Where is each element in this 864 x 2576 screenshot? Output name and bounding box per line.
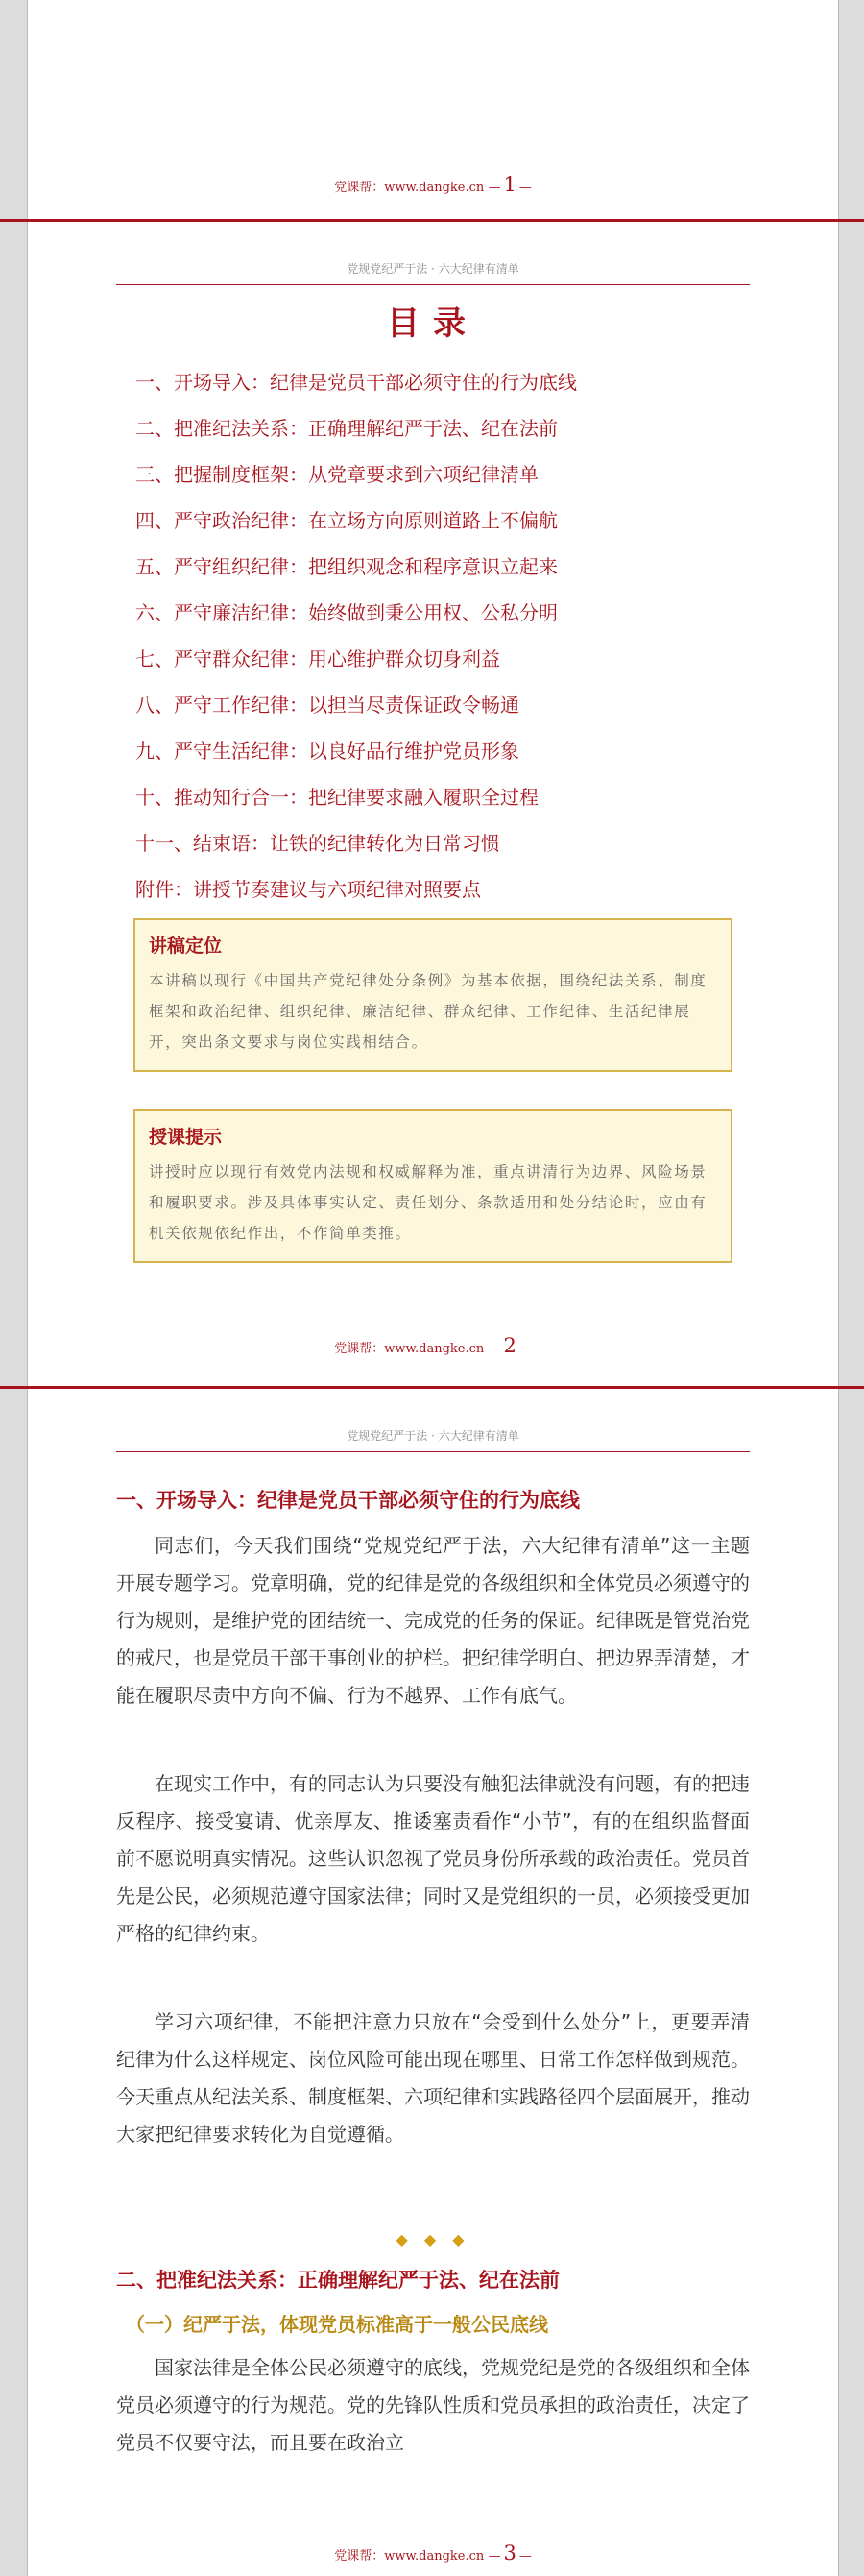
footer-dash: — <box>488 1342 501 1356</box>
running-header: 党规党纪严于法 · 六大纪律有清单 <box>347 262 519 276</box>
footer-dash: — <box>518 2549 532 2564</box>
page-number: 1 <box>503 173 516 196</box>
header-rule <box>116 284 750 285</box>
toc-item[interactable]: 六、严守廉洁纪律：始终做到秉公用权、公私分明 <box>135 601 558 624</box>
footer-dash: — <box>488 181 501 195</box>
running-header: 党规党纪严于法 · 六大纪律有清单 <box>347 1429 519 1443</box>
subsection-heading: （一）纪严于法，体现党员标准高于一般公民底线 <box>126 2313 548 2336</box>
page-number: 3 <box>503 2541 516 2564</box>
body-paragraph: 在现实工作中，有的同志认为只要没有触犯法律就没有问题，有的把违反程序、接受宴请、优亲厚友、推诿塞责看作“小节”，有的在组织监督面前不愿说明真实情况。这些认识忽视了党员身份所承载的政治责任。党员首先是公民，必须规范遵守国家法律；同时又是党组织的一员，必须接受更加严格的纪律约束。 <box>116 1772 750 1945</box>
section-divider: ◆ ◆ ◆ <box>396 2230 470 2248</box>
page-2 <box>27 222 839 1386</box>
box-text: 讲授时应以现行有效党内法规和权威解释为准，重点讲清行为边界、风险场景和履职要求。涉及具体事实认定、责任划分、条款适用和处分结论时，应由有机关依规依纪作出，不作简单类推。 <box>149 1163 708 1242</box>
box-text: 本讲稿以现行《中国共产党纪律处分条例》为基本依据，围绕纪法关系、制度框架和政治纪律、组织纪律、廉洁纪律、群众纪律、工作纪律、生活纪律展开，突出条文要求与岗位实践相结合。 <box>149 972 708 1051</box>
section-heading: 二、把准纪法关系：正确理解纪严于法、纪在法前 <box>116 2269 560 2292</box>
toc-item[interactable]: 二、把准纪法关系：正确理解纪严于法、纪在法前 <box>135 417 558 440</box>
toc-title: 目录 <box>387 304 479 343</box>
body-paragraph: 同志们，今天我们围绕“党规党纪严于法，六大纪律有清单”这一主题开展专题学习。党章明确，党的纪律是党的各级组织和全体党员必须遵守的行为规则，是维护党的团结统一、完成党的任务的保证。纪律既是管党治党的戒尺，也是党员干部干事创业的护栏。把纪律学明白、把边界弄清楚，才能在履职尽责中方向不偏、行为不越界、工作有底气。 <box>116 1534 750 1707</box>
box-title: 授课提示 <box>149 1127 223 1148</box>
toc-item[interactable]: 七、严守群众纪律：用心维护群众切身利益 <box>135 647 500 670</box>
page-footer <box>28 2541 838 2564</box>
toc-item[interactable]: 附件：讲授节奏建议与六项纪律对照要点 <box>135 878 481 901</box>
positioning-box <box>133 918 732 1072</box>
box-title: 讲稿定位 <box>149 936 223 957</box>
body-paragraph: 学习六项纪律，不能把注意力只放在“会受到什么处分”上，更要弄清纪律为什么这样规定、岗位风险可能出现在哪里、日常工作怎样做到规范。今天重点从纪法关系、制度框架、六项纪律和实践路径四个层面展开，推动大家把纪律要求转化为自觉遵循。 <box>116 2010 750 2146</box>
page-number: 2 <box>503 1334 516 1357</box>
footer-dash: — <box>518 1342 532 1356</box>
footer-dash: — <box>488 2549 501 2564</box>
footer-label: 党课帮：www.dangke.cn <box>334 181 485 195</box>
footer-label: 党课帮：www.dangke.cn <box>334 1342 485 1356</box>
page-3 <box>27 1389 839 2576</box>
toc-item[interactable]: 九、严守生活纪律：以良好品行维护党员形象 <box>135 740 519 763</box>
toc-item[interactable]: 三、把握制度框架：从党章要求到六项纪律清单 <box>135 463 539 486</box>
footer-dash: — <box>518 181 532 195</box>
toc-item[interactable]: 四、严守政治纪律：在立场方向原则道路上不偏航 <box>135 509 558 532</box>
toc-item[interactable]: 五、严守组织纪律：把组织观念和程序意识立起来 <box>135 555 558 578</box>
toc-item[interactable]: 一、开场导入：纪律是党员干部必须守住的行为底线 <box>135 371 577 394</box>
page-footer <box>28 1334 838 1357</box>
header-rule <box>116 1451 750 1452</box>
section-heading: 一、开场导入：纪律是党员干部必须守住的行为底线 <box>116 1489 580 1512</box>
toc-item[interactable]: 八、严守工作纪律：以担当尽责保证政令畅通 <box>135 693 519 717</box>
page-footer <box>28 173 838 196</box>
toc-item[interactable]: 十、推动知行合一：把纪律要求融入履职全过程 <box>135 786 539 809</box>
tips-box <box>133 1109 732 1263</box>
body-paragraph: 国家法律是全体公民必须遵守的底线，党规党纪是党的各级组织和全体党员必须遵守的行为规范。党的先锋队性质和党员承担的政治责任，决定了党员不仅要守法，而且要在政治立 <box>116 2356 750 2454</box>
footer-label: 党课帮：www.dangke.cn <box>334 2549 485 2564</box>
page-1 <box>27 0 839 219</box>
toc-item[interactable]: 十一、结束语：让铁的纪律转化为日常习惯 <box>135 832 500 855</box>
